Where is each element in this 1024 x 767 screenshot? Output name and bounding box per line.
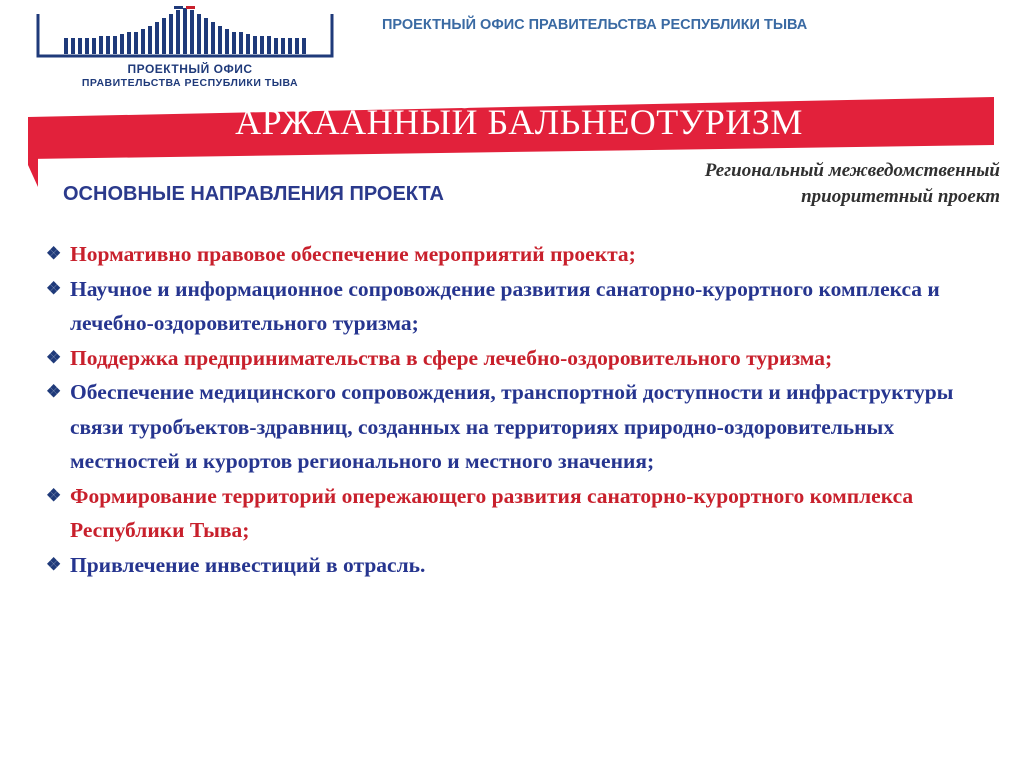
diamond-bullet-icon: ❖: [46, 554, 62, 574]
logo-text-line2: ПРАВИТЕЛЬСТВА РЕСПУБЛИКИ ТЫВА: [81, 77, 299, 89]
project-type-subtitle: [580, 158, 1000, 210]
subtitle-line2: приоритетный проект: [801, 186, 1000, 207]
page-title: АРЖААННЫЙ БАЛЬНЕОТУРИЗМ: [235, 102, 803, 142]
list-item: [46, 479, 996, 548]
organization-header: ПРОЕКТНЫЙ ОФИС ПРАВИТЕЛЬСТВА РЕСПУБЛИКИ ТЫВА: [382, 17, 808, 33]
directions-list: [46, 237, 996, 582]
list-item: [46, 237, 996, 272]
list-item-text: Привлечение инвестиций в отрасль.: [70, 552, 426, 577]
diamond-bullet-icon: ❖: [46, 244, 62, 263]
directions-heading: ОСНОВНЫЕ НАПРАВЛЕНИЯ ПРОЕКТА: [63, 183, 444, 205]
diamond-bullet-icon: ❖: [46, 347, 62, 367]
diamond-bullet-icon: ❖: [46, 382, 62, 401]
list-item-text: Научное и информационное сопровождение развития санаторно-курортного комплекса и лечебно-оздоровительного туризма;: [70, 276, 940, 335]
list-item-text: Формирование территорий опережающего развития санаторно-курортного комплекса Республики Тыва;: [70, 483, 914, 542]
list-item-text: Поддержка предпринимательства в сфере лечебно-оздоровительного туризма;: [70, 345, 833, 370]
diamond-bullet-icon: ❖: [46, 485, 62, 505]
list-item-text: Обеспечение медицинского сопровождения, транспортной доступности и инфраструктуры связи туробъектов-здравниц, созданных на территориях природно-оздоровительных местностей и курортов регионального и местного значения;: [70, 380, 954, 473]
logo-text-line1: ПРОЕКТНЫЙ ОФИС: [127, 62, 253, 76]
list-item: [46, 375, 996, 479]
list-item-text: Нормативно правовое обеспечение мероприятий проекта;: [70, 242, 636, 266]
list-item: [46, 548, 996, 583]
diamond-bullet-icon: ❖: [46, 278, 62, 298]
list-item: [46, 272, 996, 341]
list-item: [46, 341, 996, 376]
subtitle-line1: Региональный межведомственный: [704, 160, 1000, 181]
logo: [34, 4, 346, 92]
